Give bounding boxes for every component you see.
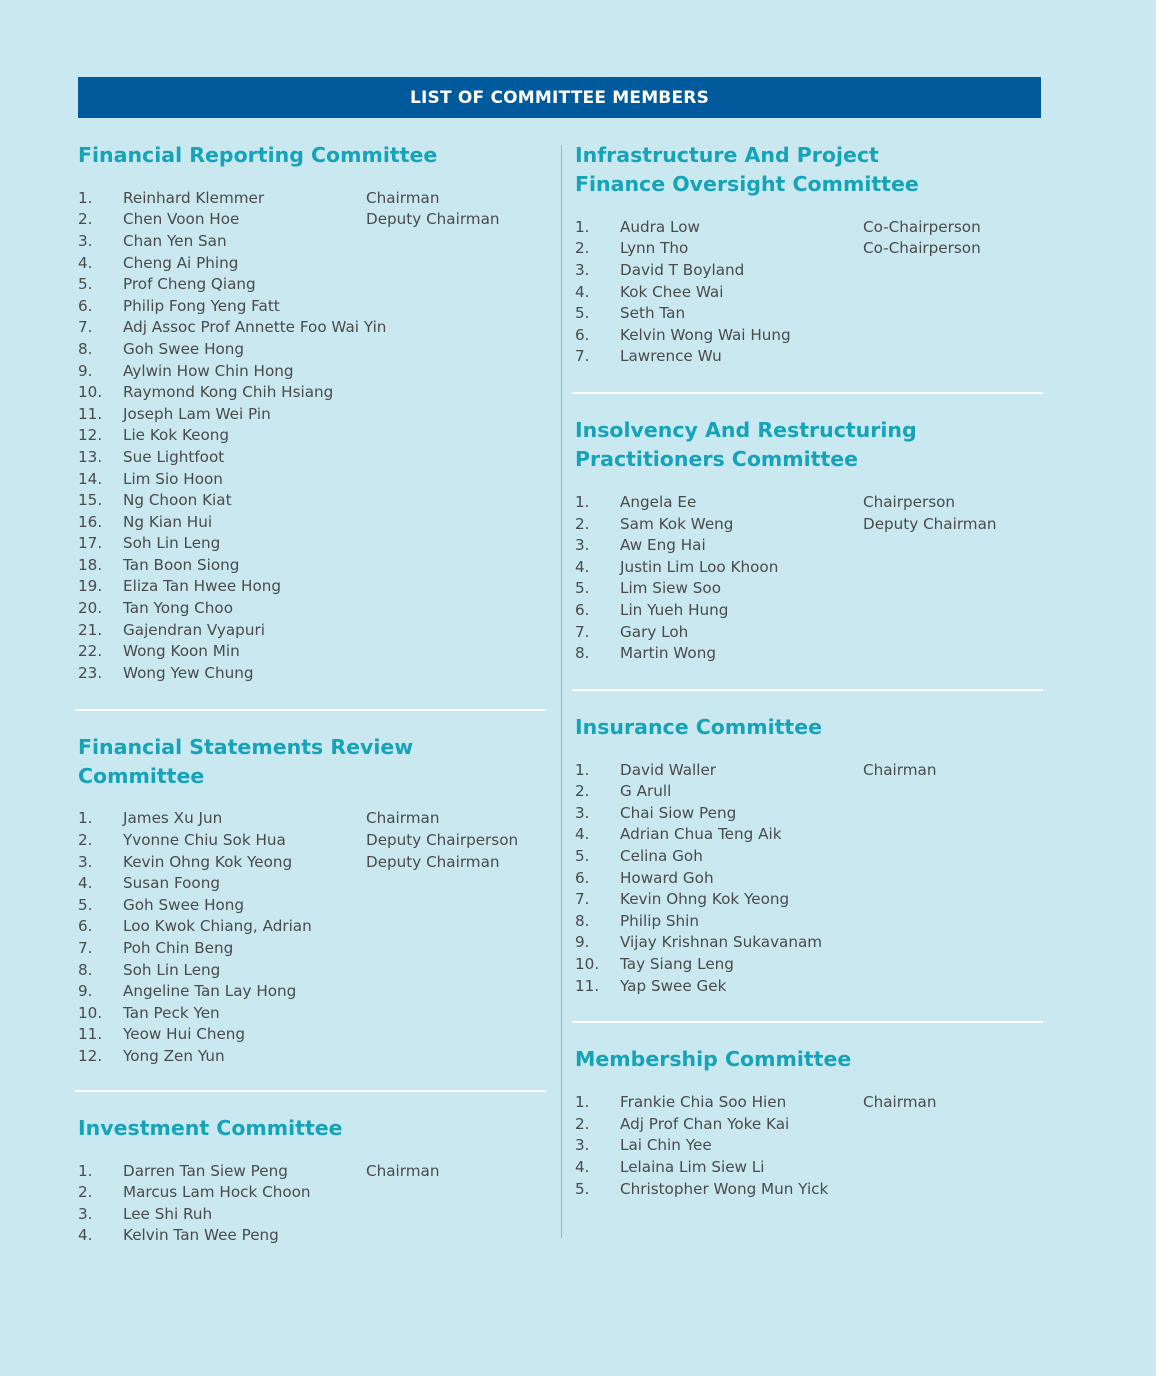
committee-section-financial-statements-review-committee: [78, 733, 548, 1067]
member-row: [78, 446, 548, 468]
member-role: Chairman: [863, 1093, 937, 1112]
member-num: 3.: [78, 1204, 93, 1223]
section-divider: [572, 689, 1043, 691]
member-row: [575, 759, 1047, 781]
member-row: [575, 621, 1047, 643]
committee-section-financial-reporting-committee: [78, 141, 548, 684]
member-row: [575, 238, 1047, 260]
member-name: Kok Chee Wai: [620, 282, 724, 301]
member-name: Goh Swee Hong: [123, 339, 245, 358]
committee-section-insolvency-and-restructuring-practitioners-committee: [575, 416, 1047, 664]
member-name: G Arull: [620, 782, 672, 801]
member-name: Vijay Krishnan Sukavanam: [620, 933, 823, 952]
member-num: 11.: [78, 404, 103, 423]
member-num: 9.: [78, 361, 93, 380]
member-row: [78, 230, 548, 252]
member-row: [78, 597, 548, 619]
member-row: [575, 346, 1047, 368]
member-list: [575, 216, 1047, 367]
member-num: 21.: [78, 620, 103, 639]
member-name: Aylwin How Chin Hong: [123, 361, 294, 380]
member-name: Aw Eng Hai: [620, 536, 706, 555]
member-num: 11.: [575, 976, 600, 995]
member-num: 7.: [575, 347, 590, 366]
member-num: 4.: [78, 253, 93, 272]
member-num: 3.: [575, 536, 590, 555]
member-num: 4.: [575, 825, 590, 844]
member-role: Chairman: [863, 760, 937, 779]
member-name: Poh Chin Beng: [123, 939, 234, 958]
member-row: [78, 252, 548, 274]
member-row: [575, 534, 1047, 556]
member-row: [78, 937, 548, 959]
member-row: [575, 324, 1047, 346]
member-num: 4.: [575, 1158, 590, 1177]
member-row: [78, 533, 548, 555]
member-row: [78, 1181, 548, 1203]
member-role: Deputy Chairman: [863, 514, 997, 533]
member-num: 13.: [78, 447, 103, 466]
member-num: 9.: [575, 933, 590, 952]
member-name: Lee Shi Ruh: [123, 1204, 213, 1223]
committee-section-investment-committee: [78, 1114, 548, 1246]
member-role: Co-Chairperson: [863, 239, 981, 258]
member-name: Wong Koon Min: [123, 642, 240, 661]
member-num: 3.: [575, 803, 590, 822]
member-num: 6.: [575, 868, 590, 887]
member-name: David Waller: [620, 760, 717, 779]
member-name: Adj Prof Chan Yoke Kai: [620, 1114, 790, 1133]
member-num: 8.: [78, 960, 93, 979]
member-row: [78, 403, 548, 425]
member-row: [575, 491, 1047, 513]
member-list: [78, 808, 548, 1067]
member-row: [78, 1203, 548, 1225]
section-divider: [75, 709, 546, 711]
member-num: 23.: [78, 663, 103, 682]
member-num: 6.: [575, 325, 590, 344]
member-name: Tan Peck Yen: [123, 1003, 220, 1022]
left-column: [78, 141, 548, 1246]
member-name: Soh Lin Leng: [123, 534, 221, 553]
member-num: 2.: [78, 1183, 93, 1202]
member-num: 10.: [78, 1003, 103, 1022]
member-row: [78, 554, 548, 576]
member-name: Christopher Wong Mun Yick: [620, 1179, 829, 1198]
member-row: [78, 980, 548, 1002]
member-name: Sam Kok Weng: [620, 514, 734, 533]
member-role: Deputy Chairperson: [366, 831, 519, 850]
member-row: [78, 209, 548, 231]
section-divider: [75, 1090, 546, 1092]
member-row: [575, 953, 1047, 975]
member-row: [575, 888, 1047, 910]
member-name: Kevin Ohng Kok Yeong: [620, 890, 790, 909]
member-row: [575, 802, 1047, 824]
member-row: [78, 381, 548, 403]
member-row: [78, 295, 548, 317]
member-num: 18.: [78, 555, 103, 574]
member-name: Cheng Ai Phing: [123, 253, 239, 272]
member-row: [78, 1024, 548, 1046]
member-row: [575, 556, 1047, 578]
member-role: Co-Chairperson: [863, 217, 981, 236]
member-num: 2.: [575, 1114, 590, 1133]
committee-title: Insurance Committee: [575, 714, 823, 739]
member-name: Kelvin Wong Wai Hung: [620, 325, 791, 344]
member-num: 8.: [575, 911, 590, 930]
member-num: 22.: [78, 642, 103, 661]
member-num: 8.: [575, 644, 590, 663]
member-row: [78, 619, 548, 641]
member-row: [78, 872, 548, 894]
member-name: Wong Yew Chung: [123, 663, 254, 682]
member-row: [78, 1160, 548, 1182]
member-num: 10.: [78, 383, 103, 402]
member-name: Marcus Lam Hock Choon: [123, 1183, 311, 1202]
member-name: Justin Lim Loo Khoon: [620, 557, 779, 576]
committee-title: Financial Statements Review Committee: [78, 734, 414, 788]
member-name: Adrian Chua Teng Aik: [620, 825, 782, 844]
member-num: 6.: [78, 296, 93, 315]
member-name: Raymond Kong Chih Hsiang: [123, 383, 334, 402]
member-row: [575, 1091, 1047, 1113]
member-row: [78, 1002, 548, 1024]
member-name: Reinhard Klemmer: [123, 188, 265, 207]
member-num: 5.: [575, 304, 590, 323]
member-name: Adj Assoc Prof Annette Foo Wai Yin: [123, 318, 387, 337]
member-row: [575, 281, 1047, 303]
member-name: Yap Swee Gek: [620, 976, 727, 995]
member-row: [575, 302, 1047, 324]
member-name: Eliza Tan Hwee Hong: [123, 577, 281, 596]
member-num: 2.: [78, 210, 93, 229]
member-name: Goh Swee Hong: [123, 895, 245, 914]
member-num: 17.: [78, 534, 103, 553]
member-num: 11.: [78, 1025, 103, 1044]
member-role: Deputy Chairman: [366, 210, 500, 229]
member-row: [78, 317, 548, 339]
member-role: Chairman: [366, 1161, 440, 1180]
member-name: Gajendran Vyapuri: [123, 620, 265, 639]
member-name: Audra Low: [620, 217, 700, 236]
member-name: Lim Siew Soo: [620, 579, 721, 598]
member-row: [78, 808, 548, 830]
member-num: 1.: [575, 217, 590, 236]
member-role: Deputy Chairman: [366, 852, 500, 871]
member-row: [78, 1045, 548, 1067]
member-name: David T Boyland: [620, 260, 745, 279]
member-num: 10.: [575, 955, 600, 974]
member-num: 1.: [575, 492, 590, 511]
member-num: 14.: [78, 469, 103, 488]
member-row: [575, 216, 1047, 238]
member-role: Chairperson: [863, 492, 956, 511]
member-name: Chan Yen San: [123, 231, 227, 250]
committee-section-insurance-committee: [575, 713, 1047, 997]
member-row: [78, 1225, 548, 1247]
member-name: Yong Zen Yun: [123, 1046, 225, 1065]
member-num: 7.: [78, 939, 93, 958]
member-name: James Xu Jun: [123, 809, 223, 828]
member-num: 7.: [575, 890, 590, 909]
member-num: 2.: [575, 239, 590, 258]
member-row: [78, 468, 548, 490]
member-row: [78, 187, 548, 209]
member-name: Celina Goh: [620, 847, 703, 866]
committee-title: Investment Committee: [78, 1115, 343, 1140]
member-name: Joseph Lam Wei Pin: [123, 404, 271, 423]
member-role: Chairman: [366, 188, 440, 207]
member-name: Howard Goh: [620, 868, 714, 887]
member-name: Tan Boon Siong: [123, 555, 240, 574]
member-list: [575, 759, 1047, 997]
member-row: [575, 513, 1047, 535]
member-name: Lim Sio Hoon: [123, 469, 223, 488]
member-num: 5.: [78, 275, 93, 294]
member-num: 5.: [78, 895, 93, 914]
member-name: Lynn Tho: [620, 239, 689, 258]
committee-title: Financial Reporting Committee: [78, 143, 438, 167]
member-row: [575, 1135, 1047, 1157]
member-num: 4.: [575, 282, 590, 301]
member-name: Tay Siang Leng: [620, 955, 734, 974]
section-divider: [572, 392, 1043, 394]
member-name: Ng Kian Hui: [123, 512, 213, 531]
member-name: Angela Ee: [620, 492, 697, 511]
member-name: Soh Lin Leng: [123, 960, 221, 979]
member-row: [78, 425, 548, 447]
member-row: [78, 851, 548, 873]
member-row: [78, 959, 548, 981]
member-row: [78, 894, 548, 916]
member-name: Yeow Hui Cheng: [123, 1025, 246, 1044]
member-num: 5.: [575, 847, 590, 866]
member-name: Tan Yong Choo: [123, 599, 233, 618]
member-name: Martin Wong: [620, 644, 716, 663]
member-row: [78, 489, 548, 511]
member-row: [575, 259, 1047, 281]
member-name: Loo Kwok Chiang, Adrian: [123, 917, 312, 936]
member-name: Kevin Ohng Kok Yeong: [123, 852, 293, 871]
member-name: Angeline Tan Lay Hong: [123, 982, 297, 1001]
member-row: [575, 781, 1047, 803]
right-column: [575, 141, 1047, 1199]
page-title: LIST OF COMMITTEE MEMBERS: [409, 87, 710, 108]
member-name: Yvonne Chiu Sok Hua: [123, 831, 286, 850]
member-num: 12.: [78, 426, 103, 445]
member-row: [78, 360, 548, 382]
member-row: [575, 578, 1047, 600]
committee-title: Insolvency And Restructuring Practitioners Committee: [575, 418, 917, 472]
member-row: [575, 1178, 1047, 1200]
member-num: 5.: [575, 579, 590, 598]
committee-section-infrastructure-and-project-finance-oversight-committee: [575, 141, 1047, 367]
member-row: [575, 599, 1047, 621]
member-num: 4.: [78, 1226, 93, 1245]
member-num: 3.: [78, 852, 93, 871]
member-row: [78, 273, 548, 295]
member-row: [575, 867, 1047, 889]
member-num: 8.: [78, 339, 93, 358]
member-name: Philip Shin: [620, 911, 700, 930]
member-name: Lie Kok Keong: [123, 426, 230, 445]
member-num: 1.: [78, 809, 93, 828]
member-num: 3.: [575, 260, 590, 279]
member-num: 3.: [78, 231, 93, 250]
member-role: Chairman: [366, 809, 440, 828]
member-row: [78, 511, 548, 533]
member-name: Chai Siow Peng: [620, 803, 737, 822]
member-row: [78, 829, 548, 851]
member-num: 12.: [78, 1046, 103, 1065]
member-num: 4.: [78, 874, 93, 893]
member-num: 15.: [78, 491, 103, 510]
member-row: [575, 1156, 1047, 1178]
member-row: [78, 640, 548, 662]
member-num: 2.: [78, 831, 93, 850]
member-name: Lai Chin Yee: [620, 1136, 712, 1155]
member-num: 2.: [575, 514, 590, 533]
member-name: Chen Voon Hoe: [123, 210, 240, 229]
member-num: 9.: [78, 982, 93, 1001]
member-name: Gary Loh: [620, 622, 689, 641]
member-name: Prof Cheng Qiang: [123, 275, 256, 294]
member-num: 6.: [575, 600, 590, 619]
member-row: [575, 642, 1047, 664]
member-row: [78, 338, 548, 360]
member-num: 7.: [575, 622, 590, 641]
member-row: [78, 662, 548, 684]
member-num: 4.: [575, 557, 590, 576]
member-num: 6.: [78, 917, 93, 936]
section-divider: [572, 1021, 1043, 1023]
member-num: 20.: [78, 599, 103, 618]
member-name: Philip Fong Yeng Fatt: [123, 296, 280, 315]
member-name: Lelaina Lim Siew Li: [620, 1158, 765, 1177]
page-title-banner: [78, 77, 1041, 118]
member-name: Sue Lightfoot: [123, 447, 225, 466]
member-num: 5.: [575, 1179, 590, 1198]
member-num: 1.: [575, 1093, 590, 1112]
member-list: [78, 187, 548, 684]
committee-title: Infrastructure And Project Finance Oversight Committee: [575, 143, 919, 196]
member-num: 1.: [78, 188, 93, 207]
member-row: [575, 975, 1047, 997]
member-row: [575, 932, 1047, 954]
committee-title: Membership Committee: [575, 1047, 852, 1072]
column-divider: [561, 145, 562, 1238]
member-num: 7.: [78, 318, 93, 337]
committee-section-membership-committee: [575, 1045, 1047, 1199]
member-name: Ng Choon Kiat: [123, 491, 232, 510]
member-name: Seth Tan: [620, 304, 686, 323]
member-row: [78, 576, 548, 598]
member-num: 19.: [78, 577, 103, 596]
member-list: [78, 1160, 548, 1246]
member-name: Susan Foong: [123, 874, 220, 893]
member-num: 1.: [575, 760, 590, 779]
member-list: [575, 1091, 1047, 1199]
member-num: 2.: [575, 782, 590, 801]
member-row: [575, 1113, 1047, 1135]
member-name: Darren Tan Siew Peng: [123, 1161, 288, 1180]
member-name: Lin Yueh Hung: [620, 600, 729, 619]
member-name: Lawrence Wu: [620, 347, 722, 366]
member-row: [575, 845, 1047, 867]
member-name: Frankie Chia Soo Hien: [620, 1093, 787, 1112]
member-num: 16.: [78, 512, 103, 531]
member-list: [575, 491, 1047, 664]
member-name: Kelvin Tan Wee Peng: [123, 1226, 279, 1245]
member-row: [575, 910, 1047, 932]
member-row: [78, 916, 548, 938]
member-row: [575, 824, 1047, 846]
member-num: 1.: [78, 1161, 93, 1180]
member-num: 3.: [575, 1136, 590, 1155]
